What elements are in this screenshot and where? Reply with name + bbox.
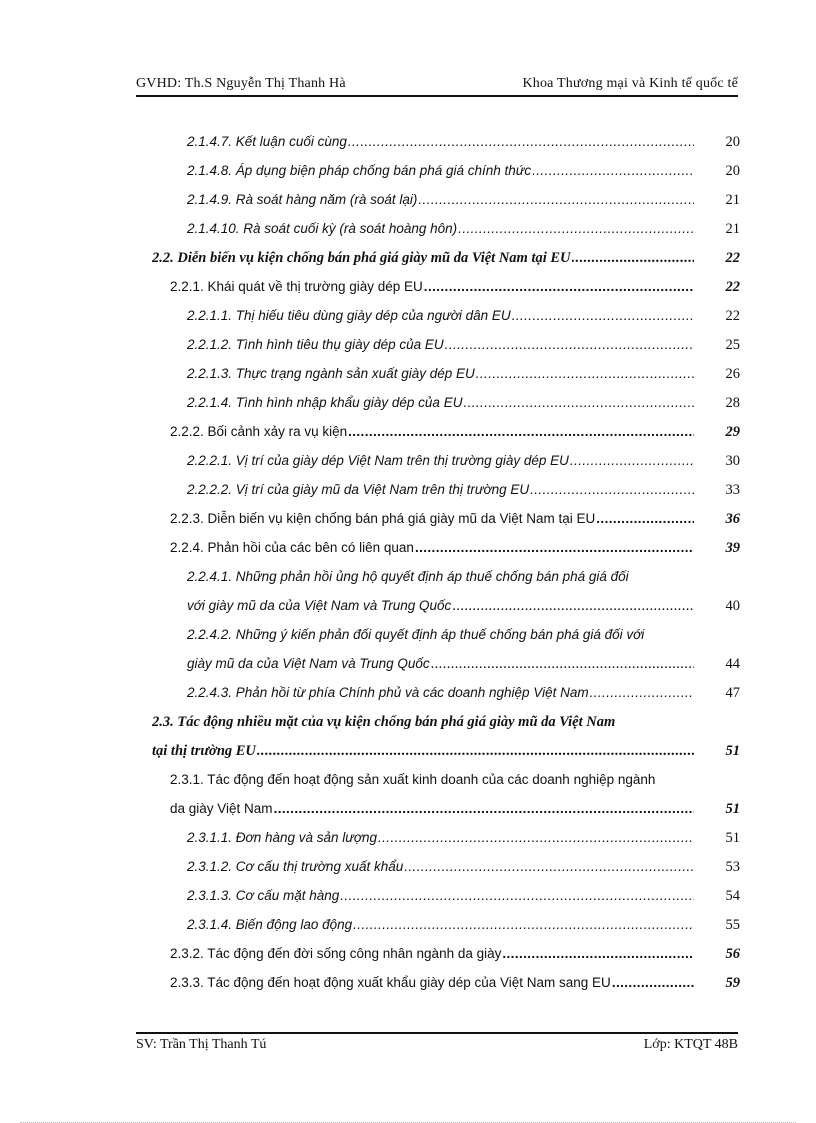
toc-entry-page: 44	[725, 656, 740, 672]
toc-entry[interactable]	[170, 421, 740, 443]
toc-entry-page: 25	[725, 337, 740, 353]
toc-entry-page: 51	[725, 801, 740, 817]
toc-entry-page: 51	[725, 743, 740, 759]
toc-entry[interactable]	[187, 363, 740, 385]
toc-entry-label: 2.3.2. Tác động đến đời sống công nhân ngành da giày	[170, 946, 502, 961]
toc-entry-label-line1[interactable]: 2.2.4.1. Những phản hồi ủng hộ quyết định áp thuế chống bán phá giá đối	[187, 569, 629, 584]
toc-entry[interactable]	[170, 798, 740, 820]
toc-entry[interactable]	[187, 595, 740, 617]
toc-entry-label: 2.2.1. Khái quát về thị trường giày dép EU	[170, 279, 423, 294]
toc-entry[interactable]	[187, 827, 740, 849]
toc-entry-page: 54	[725, 888, 740, 904]
toc-entry[interactable]	[187, 885, 740, 907]
toc-entry[interactable]	[187, 189, 740, 211]
toc-entry-page: 28	[725, 395, 740, 411]
toc-entry-label: 2.2.2. Bối cảnh xảy ra vụ kiện	[170, 424, 348, 439]
toc-entry[interactable]	[170, 508, 740, 530]
toc-section-heading[interactable]	[152, 740, 740, 762]
toc-entry-page: 55	[725, 917, 740, 933]
toc-entry[interactable]	[170, 276, 740, 298]
footer-rule	[136, 1032, 738, 1034]
toc-entry-page: 22	[725, 250, 740, 266]
toc-entry[interactable]	[187, 305, 740, 327]
toc-entry[interactable]	[187, 334, 740, 356]
toc-entry-label: 2.2.4. Phản hồi của các bên có liên quan	[170, 540, 414, 555]
toc-entry-label: 2.2.1.4. Tình hình nhập khẩu giày dép của EU	[187, 395, 463, 410]
toc-entry[interactable]	[187, 450, 740, 472]
toc-entry-page: 39	[725, 540, 740, 556]
toc-entry-page: 33	[725, 482, 740, 498]
toc-entry-label: 2.1.4.9. Rà soát hàng năm (rà soát lại)	[187, 192, 418, 207]
toc-entry-page: 36	[725, 511, 740, 527]
toc-entry[interactable]	[187, 131, 740, 153]
toc-entry[interactable]	[187, 914, 740, 936]
toc-entry-page: 40	[725, 598, 740, 614]
toc-entry-page: 20	[725, 134, 740, 150]
toc-entry-page: 22	[725, 308, 740, 324]
toc-entry[interactable]	[187, 392, 740, 414]
toc-entry-label: 2.3.3. Tác động đến hoạt động xuất khẩu giày dép của Việt Nam sang EU	[170, 975, 611, 990]
toc-entry-label: 2.2.4.3. Phản hồi từ phía Chính phủ và các doanh nghiệp Việt Nam	[187, 685, 589, 700]
toc-entry-label: 2.1.4.7. Kết luận cuối cùng	[187, 134, 347, 149]
toc-entry-label-line2: giày mũ da của Việt Nam và Trung Quốc	[187, 656, 430, 671]
toc-entry-label: 2.2. Diễn biến vụ kiện chống bán phá giá giày mũ da Việt Nam tại EU	[152, 250, 571, 266]
toc-entry-page: 30	[725, 453, 740, 469]
toc-entry[interactable]	[170, 972, 740, 994]
toc-entry-label: 2.3.1.3. Cơ cấu mặt hàng	[187, 888, 340, 903]
toc-entry-page: 29	[725, 424, 740, 440]
toc-entry-page: 51	[725, 830, 740, 846]
header-faculty: Khoa Thương mại và Kinh tế quốc tế	[522, 76, 738, 91]
toc-entry-label-line2: tại thị trường EU	[152, 743, 256, 759]
toc-entry-page: 47	[725, 685, 740, 701]
toc-section-heading[interactable]	[152, 247, 740, 269]
toc-entry-page: 59	[725, 975, 740, 991]
toc-entry-page: 20	[725, 163, 740, 179]
toc-entry-label: 2.2.2.1. Vị trí của giày dép Việt Nam trên thị trường giày dép EU	[187, 453, 569, 468]
toc-entry-label-line1[interactable]: 2.3.1. Tác động đến hoạt động sản xuất kinh doanh của các doanh nghiệp ngành	[170, 772, 656, 787]
toc-entry-label: 2.3.1.4. Biến động lao động	[187, 917, 353, 932]
toc-entry-label-line2: với giày mũ da của Việt Nam và Trung Quốc	[187, 598, 452, 613]
toc-entry-page: 22	[725, 279, 740, 295]
toc-entry-label: 2.3.1.1. Đơn hàng và sản lượng	[187, 830, 377, 845]
toc-entry-page: 21	[725, 192, 740, 208]
toc-entry[interactable]	[187, 479, 740, 501]
toc-entry-page: 26	[725, 366, 740, 382]
toc-entry-label-line1[interactable]: 2.2.4.2. Những ý kiến phản đối quyết định áp thuế chống bán phá giá đối với	[187, 627, 645, 642]
toc-entry-label: 2.2.2.2. Vị trí của giày mũ da Việt Nam trên thị trường EU	[187, 482, 530, 497]
toc-entry-page: 53	[725, 859, 740, 875]
toc-entry-label: 2.2.3. Diễn biến vụ kiện chống bán phá giá giày mũ da Việt Nam tại EU	[170, 511, 596, 526]
footer-class: Lớp: KTQT 48B	[643, 1037, 738, 1052]
toc-entry-label-line2: da giày Việt Nam	[170, 801, 273, 816]
footer-student: SV: Trần Thị Thanh Tú	[136, 1037, 267, 1052]
toc-entry-page: 21	[725, 221, 740, 237]
toc-entry-label: 2.2.1.2. Tình hình tiêu thụ giày dép của EU	[187, 337, 444, 352]
toc-entry[interactable]	[187, 856, 740, 878]
toc-entry-label: 2.1.4.8. Áp dụng biện pháp chống bán phá giá chính thức	[187, 163, 532, 178]
header-advisor: GVHD: Th.S Nguyễn Thị Thanh Hà	[136, 76, 346, 91]
toc-entry-page: 56	[725, 946, 740, 962]
toc-section-heading-line1[interactable]: 2.3. Tác động nhiều mặt của vụ kiện chống bán phá giá giày mũ da Việt Nam	[152, 714, 616, 730]
toc-entry[interactable]	[187, 160, 740, 182]
toc-entry-label: 2.1.4.10. Rà soát cuối kỳ (rà soát hoàng hôn)	[187, 221, 458, 236]
toc-entry-label: 2.2.1.1. Thị hiếu tiêu dùng giày dép của người dân EU	[187, 308, 511, 323]
toc-entry[interactable]	[187, 653, 740, 675]
toc-entry[interactable]	[170, 537, 740, 559]
toc-entry[interactable]	[187, 682, 740, 704]
toc-entry[interactable]	[187, 218, 740, 240]
toc-entry-label: 2.3.1.2. Cơ cấu thị trường xuất khẩu	[187, 859, 404, 874]
toc-entry[interactable]	[170, 943, 740, 965]
toc-entry-label: 2.2.1.3. Thực trạng ngành sản xuất giày dép EU	[187, 366, 475, 381]
page-footer	[136, 1037, 738, 1057]
